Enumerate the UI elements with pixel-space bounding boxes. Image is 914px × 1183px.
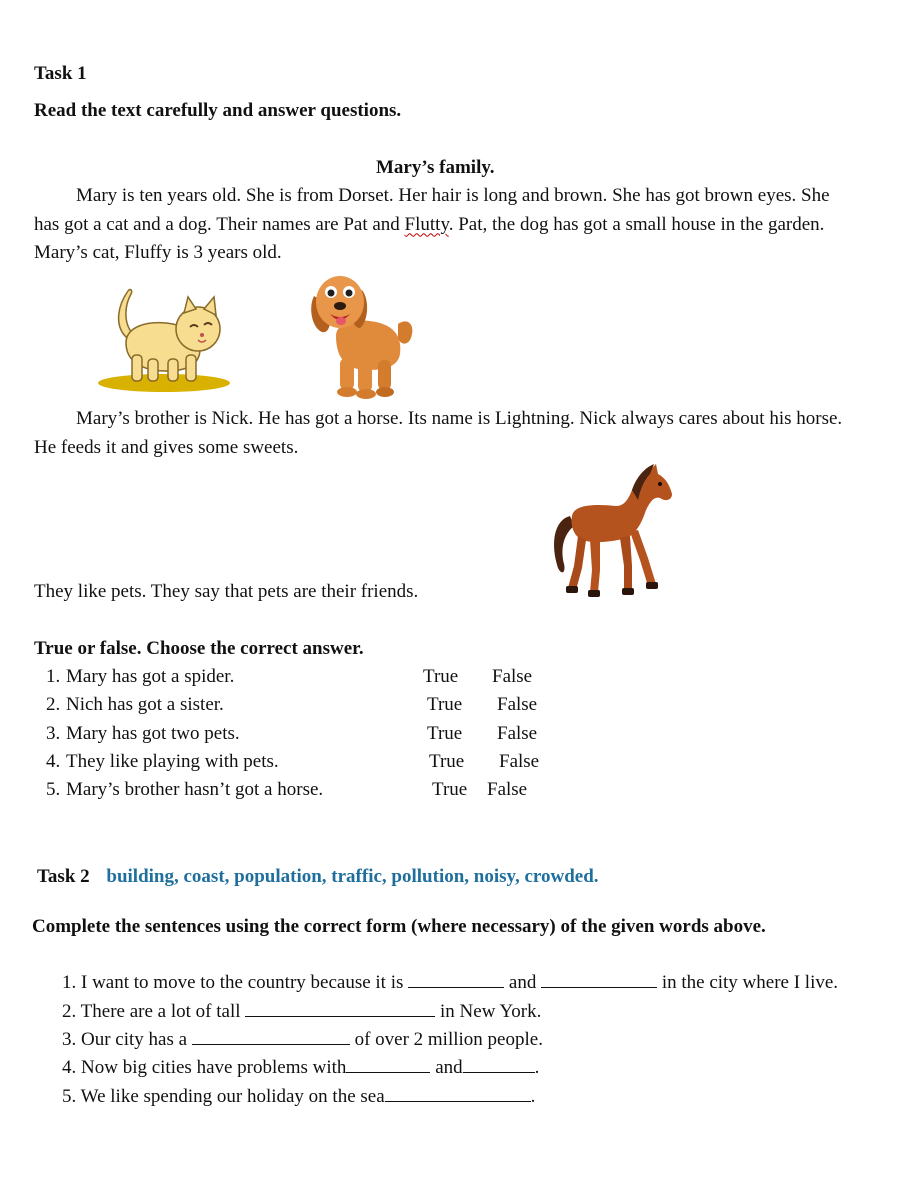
task2-instruction: Complete the sentences using the correct form (where necessary) of the given words above. [32,916,766,937]
sentence-2: 2. There are a lot of tall in New York. [62,1001,542,1022]
answer-blank[interactable] [385,1085,531,1102]
answer-blank[interactable] [408,971,504,988]
horse-illustration [550,460,676,602]
task1-instruction: Read the text carefully and answer questions. [34,100,402,121]
story-paragraph-2: Mary’s brother is Nick. He has got a horse. Its name is Lightning. Nick always cares about his horse. He feeds it and gives some sweets. [34,408,843,458]
task1-heading: Task 1 [34,63,87,84]
sentence-5: 5. We like spending our holiday on the sea . [62,1086,536,1107]
dog-illustration [306,266,421,401]
story-title: Mary’s family. [376,157,495,178]
word-bank: building, coast, population, traffic, pollution, noisy, crowded. [106,866,599,887]
answer-blank[interactable] [245,1000,435,1017]
true-option[interactable]: True [427,723,463,744]
answer-blank[interactable] [463,1056,535,1073]
false-option[interactable]: False [487,779,528,800]
true-option[interactable]: True [432,779,468,800]
story-paragraph-3: They like pets. They say that pets are their friends. [34,581,419,602]
answer-blank[interactable] [192,1028,350,1045]
answer-blank[interactable] [346,1056,430,1073]
true-false-heading: True or false. Choose the correct answer. [34,638,364,659]
true-option[interactable]: True [427,694,463,715]
false-option[interactable]: False [497,694,538,715]
answer-blank[interactable] [541,971,657,988]
misspelled-word: Flutty [404,213,449,235]
true-option[interactable]: True [423,666,459,687]
sentence-4: 4. Now big cities have problems with and . [62,1057,540,1078]
task2-heading: Task 2 [37,866,90,887]
false-option[interactable]: False [492,666,533,687]
cat-illustration [96,285,236,395]
false-option[interactable]: False [497,723,538,744]
story-paragraph-1: Mary is ten years old. She is from Dorset. Her hair is long and brown. She has got brown eyes. She has got a cat and a dog. Their names are Pat and Flutty. Pat, the dog has got a small house in the garden. Mary’s cat, Fluffy is 3 years old. [34,185,830,263]
sentence-1: 1. I want to move to the country because it is and in the city where I live. [62,972,839,993]
task2-header [37,866,599,888]
true-option[interactable]: True [429,751,465,772]
false-option[interactable]: False [499,751,540,772]
sentence-3: 3. Our city has a of over 2 million people. [62,1029,543,1050]
